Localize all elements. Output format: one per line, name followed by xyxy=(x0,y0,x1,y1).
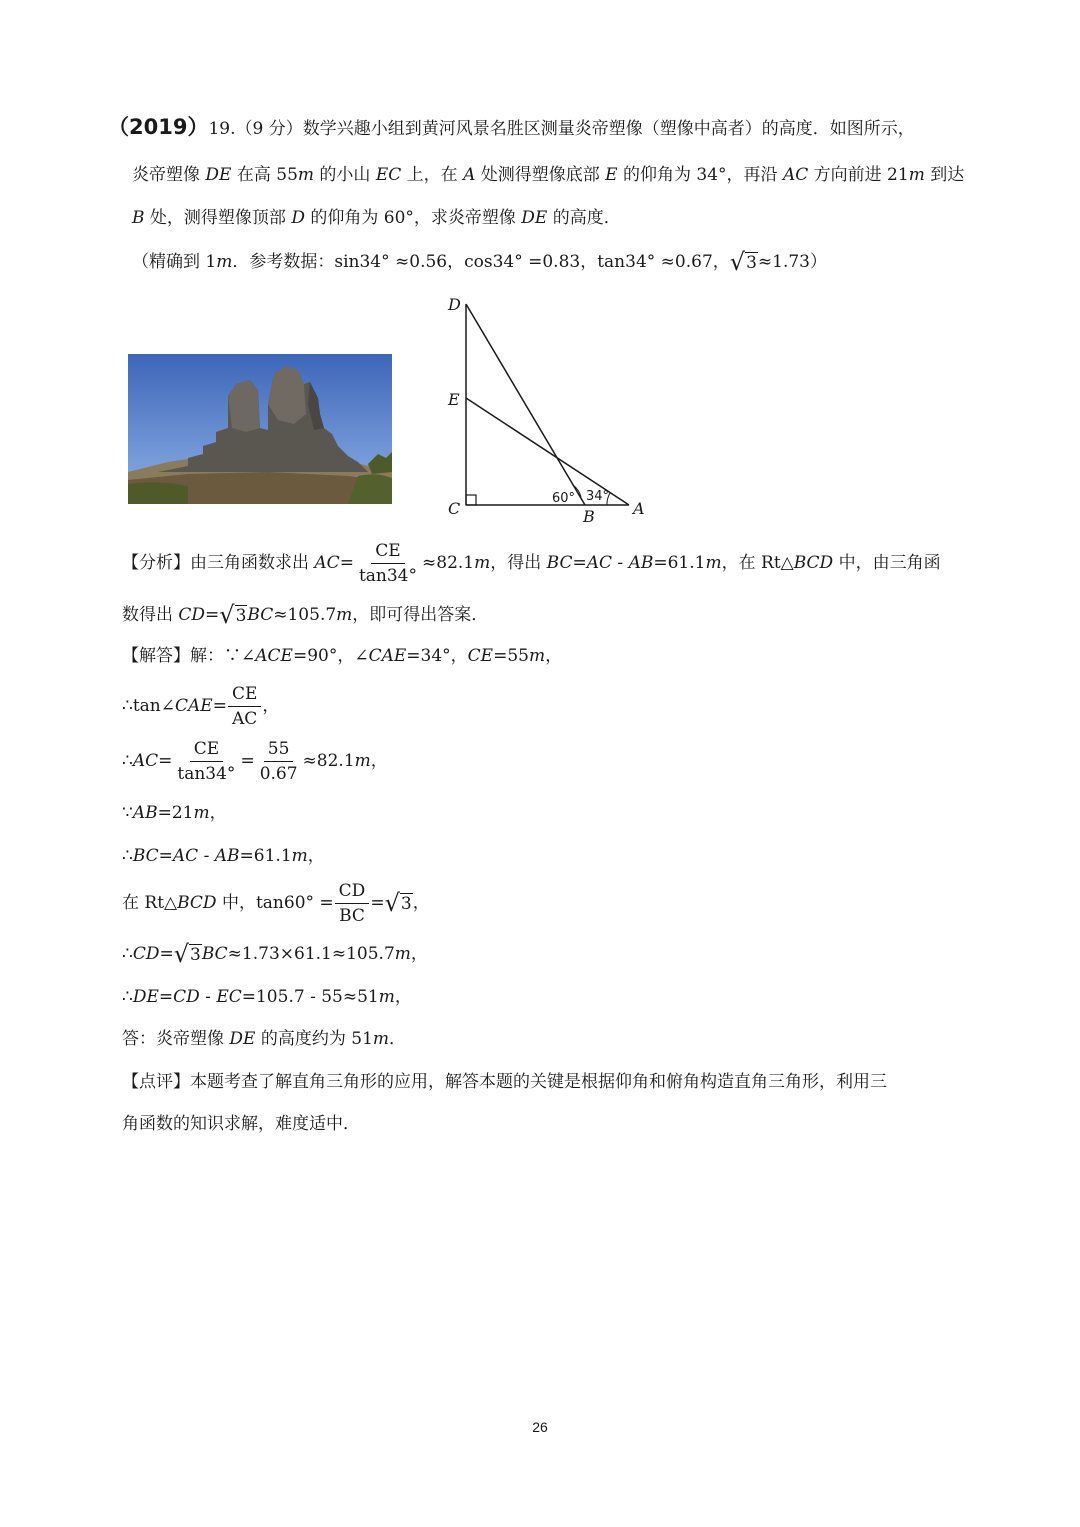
problem-line-4: （精确到 1m．参考数据：sin34° ≈0.56，cos34° =0.83，tan34° ≈0.67， √ 3 ≈1.73） xyxy=(132,248,827,276)
solution-line-6: 在 Rt△BCD 中，tan60° = $\frac{CD}{BC}$ = √ 3 ， xyxy=(122,881,430,926)
triangle-diagram xyxy=(430,290,660,530)
sqrt-symbol: √ 3 xyxy=(729,248,757,276)
problem-line-2: 炎帝塑像 DE 在高 55m 的小山 EC 上，在 A 处测得塑像底部 E 的仰角为 34°，再沿 AC 方向前进 21m 到达 xyxy=(132,165,965,185)
solution-tag: 【解答】 xyxy=(122,646,190,666)
page-number: 26 xyxy=(532,1419,548,1435)
angle-label-34: 34° xyxy=(586,489,610,504)
segment-db xyxy=(466,304,585,505)
comment-line-1: 【点评】本题考查了解直角三角形的应用，解答本题的关键是根据仰角和俯角构造直角三角形，利用三 xyxy=(122,1072,887,1092)
year-label: （2019） xyxy=(108,115,209,139)
point-c-label: C xyxy=(448,499,461,518)
fraction-cd-bc: $\frac{CD}{BC}$ xyxy=(335,881,370,926)
sqrt-symbol: √ 3 xyxy=(219,601,247,629)
solution-line-3: ∴AC= $\frac{CE}{\tan 34^\circ}$ = $\frac{55}{0.67}$ ≈82.1m， xyxy=(122,739,388,784)
statue-photo xyxy=(128,354,392,504)
point-e-label: E xyxy=(448,390,460,409)
comment-tag: 【点评】 xyxy=(122,1072,190,1092)
right-angle-mark xyxy=(466,495,476,505)
point-d-label: D xyxy=(448,295,461,314)
solution-line-4: ∵AB=21m， xyxy=(122,803,227,823)
sqrt-symbol: √ 3 xyxy=(384,889,412,917)
solution-line-7: ∴CD= √ 3 BC≈1.73×61.1≈105.7m， xyxy=(122,940,428,968)
solution-line-5: ∴BC=AC - AB=61.1m， xyxy=(122,846,325,866)
fraction-55-067: $\frac{55}{0.67}$ xyxy=(259,739,298,784)
solution-line-8: ∴DE=CD - EC=105.7 - 55≈51m， xyxy=(122,987,412,1007)
fraction-ce-tan34: $\frac{CE}{\tan 34^\circ}$ xyxy=(177,739,236,784)
angle-label-60: 60° xyxy=(552,491,576,506)
sqrt-symbol: √ 3 xyxy=(173,940,201,968)
solution-line-1: 【解答】解：∵∠ACE=90°，∠CAE=34°，CE=55m， xyxy=(122,646,563,666)
analysis-line-2: 数得出 CD= √ 3 BC≈105.7m，即可得出答案． xyxy=(122,601,489,629)
solution-line-9: 答：炎帝塑像 DE 的高度约为 51m． xyxy=(122,1029,407,1049)
analysis-tag: 【分析】 xyxy=(122,553,190,573)
problem-line-1: （2019）19.（9 分）数学兴趣小组到黄河风景名胜区测量炎帝塑像（塑像中高者）的高度．如图所示， xyxy=(108,115,915,139)
point-a-label: A xyxy=(633,499,645,518)
analysis-line-1: 【分析】由三角函数求出 AC= $\frac{CE}{\tan 34^\circ}$ ≈82.1m，得出 BC=AC - AB=61.1m，在 Rt△BCD 中，由三角函 xyxy=(122,541,941,586)
fraction-ce-ac: $\frac{CE}{AC}$ xyxy=(228,684,261,729)
fraction-ce-tan34: $\frac{CE}{\tan 34^\circ}$ xyxy=(358,541,418,586)
problem-line-3: B 处，测得塑像顶部 D 的仰角为 60°，求炎帝塑像 DE 的高度． xyxy=(132,208,621,228)
comment-line-2: 角函数的知识求解，难度适中． xyxy=(122,1114,360,1134)
point-b-label: B xyxy=(583,507,595,526)
solution-line-2: ∴tan∠CAE= $\frac{CE}{AC}$ ， xyxy=(122,684,280,729)
